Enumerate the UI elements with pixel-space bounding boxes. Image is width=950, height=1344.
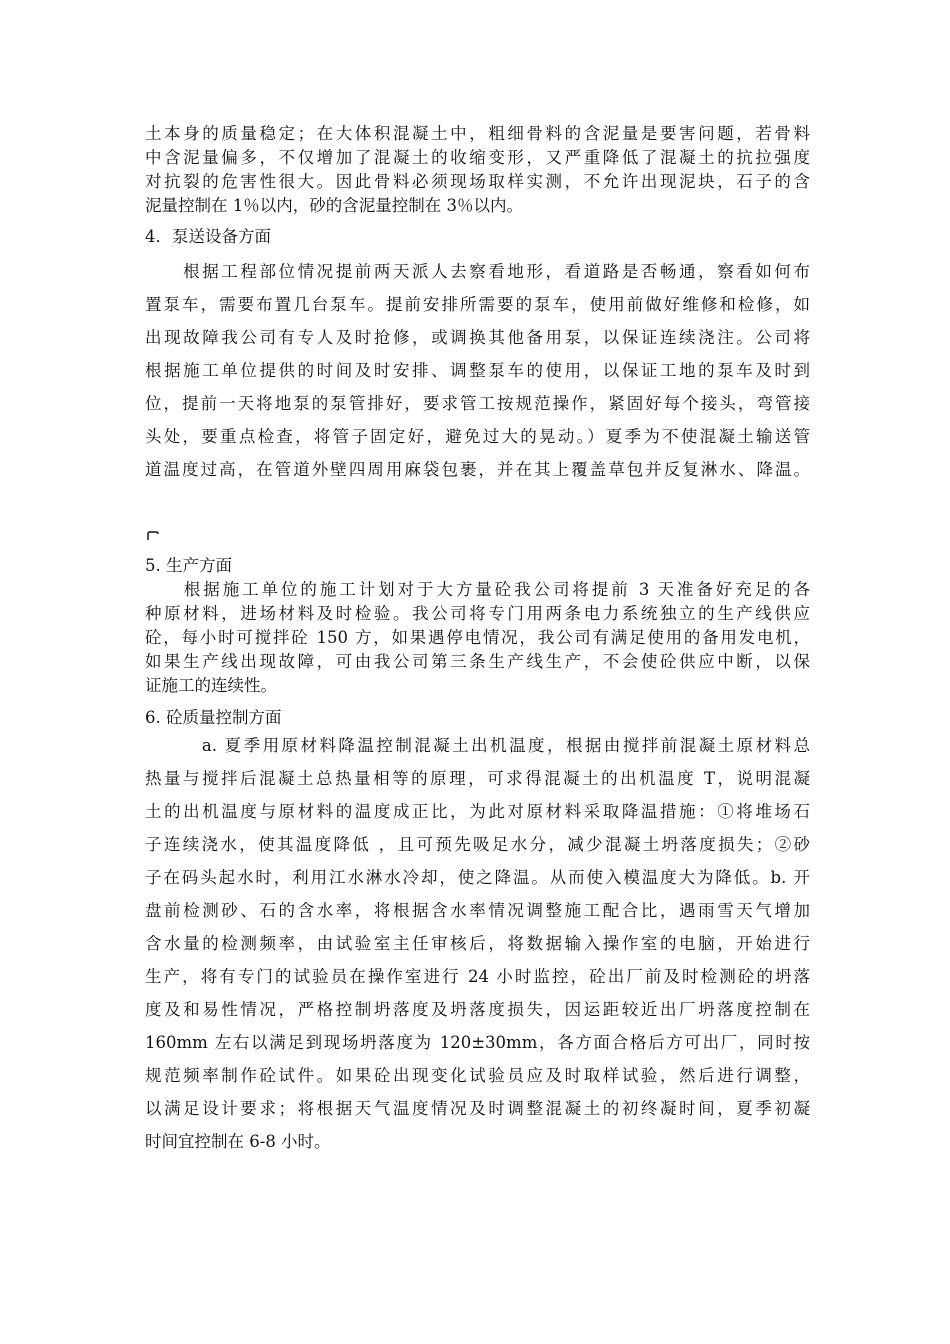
text-line: 头处，要重点检查，将管子固定好，避免过大的晃动。）夏季为不使混凝土输送管 (145, 427, 810, 446)
text-line: 规范频率制作砼试件。如果砼出现变化试验员应及时取样试验，然后进行调整， (145, 1066, 810, 1085)
text-line: 如果生产线出现故障，可由我公司第三条生产线生产，不会使砼供应中断，以保 (145, 652, 810, 671)
text-line: 以满足设计要求；将根据天气温度情况及时调整混凝土的初终凝时间，夏季初凝 (145, 1099, 810, 1118)
text-line: 泥量控制在 1％以内，砂的含泥量控制在 3％以内。 (145, 196, 523, 215)
text-line: 出现故障我公司有专人及时抢修，或调换其他备用泵，以保证连续浇注。公司将 (145, 328, 810, 347)
text-line: 土的出机温度与原材料的温度成正比，为此对原材料采取降温措施：①将堆场石 (145, 802, 810, 821)
paragraph-production (145, 578, 810, 698)
paragraph-aggregate-quality (145, 122, 810, 218)
text-line: 道温度过高，在管道外壁四周用麻袋包裹，并在其上覆盖草包并反复淋水、降温。 (145, 460, 810, 479)
text-line: 中含泥量偏多，不仅增加了混凝土的收缩变形，又严重降低了混凝土的抗拉强度 (145, 148, 810, 167)
text-line: 生产，将有专门的试验员在操作室进行 24 小时监控，砼出厂前及时检测砼的坍落 (145, 967, 810, 986)
text-line: 根据施工单位的施工计划对于大方量砼我公司将提前 3 天准备好充足的各 (145, 580, 810, 599)
text-line: 盘前检测砂、石的含水率，将根据含水率情况调整施工配合比，遇雨雪天气增加 (145, 901, 810, 920)
text-line: 根据工程部位情况提前两天派人去察看地形，看道路是否畅通，察看如何布 (145, 262, 810, 281)
text-line: 根据施工单位提供的时间及时安排、调整泵车的使用，以保证工地的泵车及时到 (145, 361, 810, 380)
paragraph-pumping (145, 255, 810, 486)
text-line: 含水量的检测频率，由试验室主任审核后，将数据输入操作室的电脑，开始进行 (145, 934, 810, 953)
text-line: 种原材料，进场材料及时检验。我公司将专门用两条电力系统独立的生产线供应 (145, 604, 810, 623)
section-heading-production: 5. 生产方面 (145, 556, 232, 575)
paragraph-quality-control (145, 729, 810, 1158)
text-line: 子在码头起水时，利用江水淋水冷却，使之降温。从而使入模温度大为降低。b. 开 (145, 868, 810, 887)
bracket-mark (147, 531, 159, 541)
text-line: 160mm 左右以满足到现场坍落度为 120±30mm，各方面合格后方可出厂，同时按 (145, 1033, 810, 1052)
text-line: 子连续浇水，使其温度降低 ，且可预先吸足水分，减少混凝土坍落度损失；②砂 (145, 835, 810, 854)
text-line: 时间宜控制在 6-8 小时。 (145, 1132, 331, 1151)
text-line: 土本身的质量稳定；在大体积混凝土中，粗细骨料的含泥量是要害问题，若骨料 (145, 124, 810, 143)
text-line: 证施工的连续性。 (145, 676, 277, 695)
text-line: 置泵车，需要布置几台泵车。提前安排所需要的泵车，使用前做好维修和检修，如 (145, 295, 810, 314)
text-line: 热量与搅拌后混凝土总热量相等的原理，可求得混凝土的出机温度 T，说明混凝 (145, 769, 810, 788)
text-line: 度及和易性情况，严格控制坍落度及坍落度损失，因运距较近出厂坍落度控制在 (145, 1000, 810, 1019)
section-heading-quality-control: 6. 砼质量控制方面 (145, 708, 282, 727)
text-line: a. 夏季用原材料降温控制混凝土出机温度，根据由搅拌前混凝土原材料总 (145, 736, 810, 755)
text-line: 对抗裂的危害性很大。因此骨料必须现场取样实测，不允许出现泥块，石子的含 (145, 172, 810, 191)
text-line: 位，提前一天将地泵的泵管排好，要求管工按规范操作，紧固好每个接头，弯管接 (145, 394, 810, 413)
text-line: 砼，每小时可搅拌砼 150 方，如果遇停电情况，我公司有满足使用的备用发电机， (145, 628, 810, 647)
section-heading-pumping: 4．泵送设备方面 (145, 227, 271, 246)
